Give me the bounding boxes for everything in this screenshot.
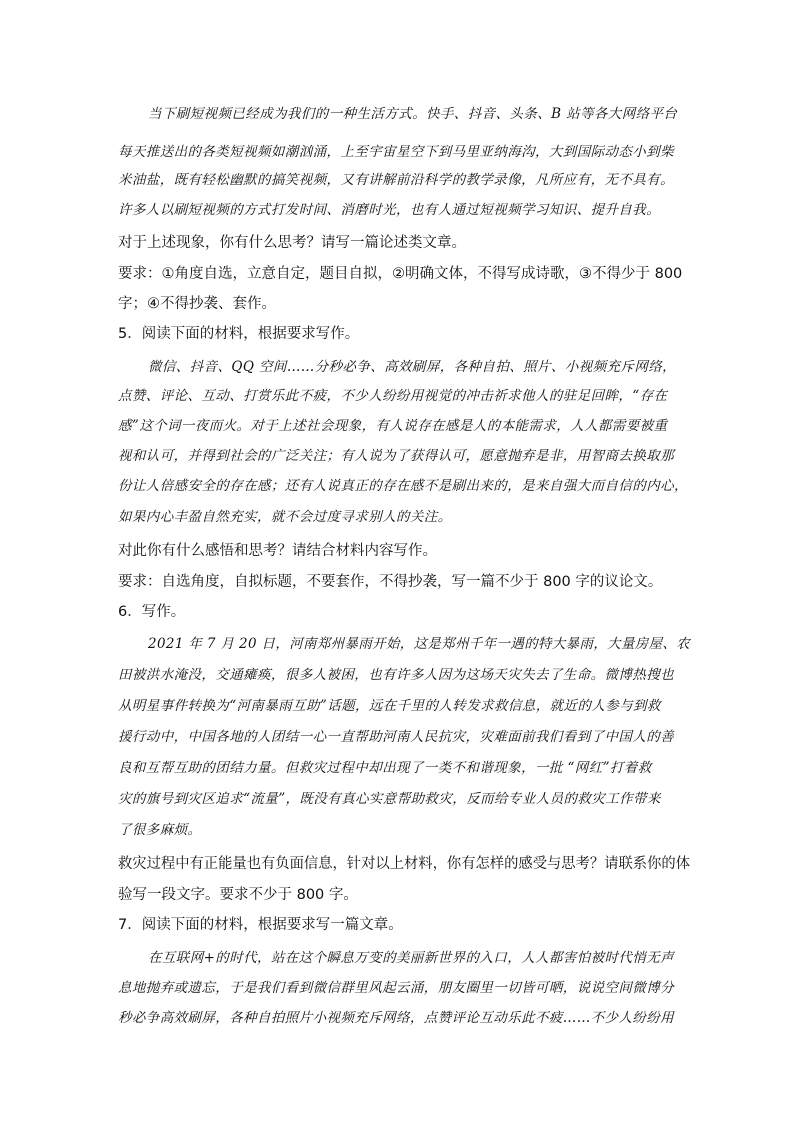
material-line: 每天推送出的各类短视频如潮汹涌，上至宇宙星空下到马里亚纳海沟，大到国际动态小到柴	[118, 144, 674, 160]
material-line: 视和认可，并得到社会的广泛关注；有人说为了获得认可，愿意抛弃是非，用智商去换取那	[118, 448, 674, 464]
prompt-line: 对此你有什么感悟和思考？请结合材料内容写作。	[118, 543, 437, 559]
material-line: 当下刷短视频已经成为我们的一种生活方式。快手、抖音、头条、B 站等各大网络平台	[148, 106, 678, 122]
question-heading: 5．阅读下面的材料，根据要求写作。	[118, 326, 360, 342]
material-line: 田被洪水淹没，交通瘫痪，很多人被困，也有许多人因为这场天灾失去了生命。微博热搜也	[118, 667, 674, 683]
prompt-line: 字；④不得抄袭、套作。	[118, 296, 276, 312]
question-heading: 7．阅读下面的材料，根据要求写一篇文章。	[118, 917, 403, 933]
material-line: 份让人倍感安全的存在感；还有人说真正的存在感不是刷出来的，是来自强大而自信的内心，	[118, 478, 688, 494]
material-line: 良和互帮互助的团结力量。但救灾过程中却出现了一类不和谐现象，一批 “网红”打着救	[118, 760, 652, 776]
material-line: 息地抛弃或遗忘，于是我们看到微信群里风起云涌，朋友圈里一切皆可晒，说说空间微博分	[118, 980, 674, 996]
material-line: 从明星事件转换为“河南暴雨互助”话题，远在千里的人转发求救信息，就近的人参与到救	[118, 698, 661, 714]
prompt-line: 要求：自选角度，自拟标题，不要套作，不得抄袭，写一篇不少于 800 字的议论文。	[118, 574, 663, 590]
material-line: 了很多麻烦。	[118, 822, 202, 838]
material-line: 灾的旗号到灾区追求“流量”，既没有真心实意帮助救灾，反而给专业人员的救灾工作带来	[118, 791, 661, 807]
material-line: 在互联网+的时代，站在这个瞬息万变的美丽新世界的入口，人人都害怕被时代悄无声	[148, 950, 675, 966]
material-line: 秒必争高效刷屏，各种自拍照片小视频充斥网络，点赞评论互动乐此不疲……不少人纷纷用	[118, 1010, 674, 1026]
material-line: 2021 年 7 月 20 日，河南郑州暴雨开始，这是郑州千年一遇的特大暴雨，大量房屋、农	[148, 636, 691, 652]
material-line: 点赞、评论、互动、打赏乐此不疲，不少人纷纷用视觉的冲击祈求他人的驻足回眸，“存在	[118, 388, 668, 404]
material-line: 援行动中，中国各地的人团结一心一直帮助河南人民抗灾，灾难面前我们看到了中国人的善	[118, 729, 674, 745]
prompt-line: 验写一段文字。要求不少于 800 字。	[118, 887, 358, 903]
prompt-line: 要求：①角度自选，立意自定，题目自拟，②明确文体，不得写成诗歌，③不得少于 800	[118, 266, 683, 282]
material-line: 微信、抖音、QQ 空间……分秒必争、高效刷屏，各种自拍、照片、小视频充斥网络，	[148, 359, 677, 375]
material-line: 许多人以刷短视频的方式打发时间、消磨时光，也有人通过短视频学习知识、提升自我。	[118, 202, 661, 218]
question-heading: 6．写作。	[118, 604, 186, 620]
material-line: 如果内心丰盈自然充实，就不会过度寻求别人的关注。	[118, 509, 452, 525]
prompt-line: 对于上述现象，你有什么思考？请写一篇论述类文章。	[118, 235, 466, 251]
material-line: 感”这个词一夜而火。对于上述社会现象，有人说存在感是人的本能需求，人人都需要被重	[118, 418, 668, 434]
material-line: 米油盐，既有轻松幽默的搞笑视频，又有讲解前沿科学的教学录像，凡所应有，无不具有。	[118, 172, 674, 188]
prompt-line: 救灾过程中有正能量也有负面信息，针对以上材料，你有怎样的感受与思考？请联系你的体	[118, 856, 690, 872]
